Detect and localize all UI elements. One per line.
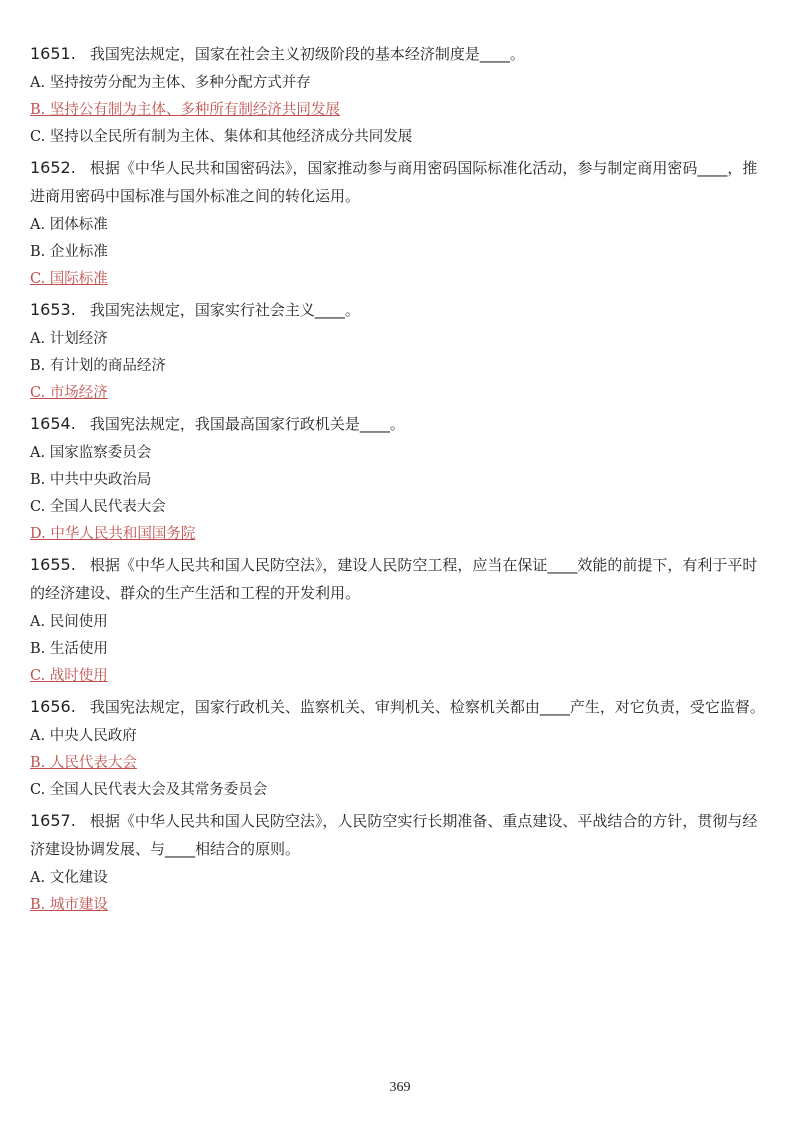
answer-option-correct: C. 市场经济 <box>30 385 108 401</box>
answer-option: A. 中央人民政府 <box>30 728 137 744</box>
question-block <box>30 693 770 800</box>
answer-option: B. 有计划的商品经济 <box>30 358 166 374</box>
question-number: 1655. <box>30 555 76 574</box>
question-list <box>30 40 770 915</box>
question-block <box>30 807 770 915</box>
answer-option: A. 坚持按劳分配为主体、多种分配方式并存 <box>30 75 311 91</box>
question-stem: 根据《中华人民共和国密码法》，国家推动参与商用密码国际标准化活动，参与制定商用密码____，推进商用密码中国标准与国外标准之间的转化运用。 <box>30 159 758 205</box>
question-stem: 根据《中华人民共和国人民防空法》，建设人民防空工程，应当在保证____效能的前提下，有利于平时的经济建设、群众的生产生活和工程的开发利用。 <box>30 556 758 602</box>
answer-option: C. 坚持以全民所有制为主体、集体和其他经济成分共同发展 <box>30 129 413 145</box>
answer-option: A. 民间使用 <box>30 614 108 630</box>
question-stem: 我国宪法规定，我国最高国家行政机关是____。 <box>89 415 405 433</box>
question-stem: 根据《中华人民共和国人民防空法》，人民防空实行长期准备、重点建设、平战结合的方针，贯彻与经济建设协调发展、与____相结合的原则。 <box>30 812 758 858</box>
question-number: 1653. <box>30 300 76 319</box>
answer-option-correct: B. 坚持公有制为主体、多种所有制经济共同发展 <box>30 102 340 118</box>
question-stem: 我国宪法规定，国家在社会主义初级阶段的基本经济制度是____。 <box>89 45 525 63</box>
question-text <box>30 296 770 324</box>
question-text <box>30 551 770 607</box>
question-number: 1651. <box>30 44 76 63</box>
question-text <box>30 410 770 438</box>
answer-option: A. 计划经济 <box>30 331 108 347</box>
question-number: 1654. <box>30 414 76 433</box>
question-text <box>30 40 770 68</box>
answer-option: A. 团体标准 <box>30 217 108 233</box>
answer-option: B. 生活使用 <box>30 641 108 657</box>
answer-option: B. 企业标准 <box>30 244 108 260</box>
answer-option-correct: D. 中华人民共和国国务院 <box>30 526 196 542</box>
answer-option-correct: C. 战时使用 <box>30 668 108 684</box>
page-number: 369 <box>389 1080 411 1095</box>
question-number: 1652. <box>30 158 76 177</box>
answer-option: B. 中共中央政治局 <box>30 472 152 488</box>
answer-option-correct: B. 城市建设 <box>30 897 108 913</box>
question-block <box>30 410 770 544</box>
question-block <box>30 40 770 147</box>
question-text <box>30 154 770 210</box>
question-text <box>30 693 770 721</box>
answer-option: C. 全国人民代表大会及其常务委员会 <box>30 782 268 798</box>
answer-option-correct: B. 人民代表大会 <box>30 755 137 771</box>
answer-option: C. 全国人民代表大会 <box>30 499 166 515</box>
question-number: 1656. <box>30 697 76 716</box>
question-text <box>30 807 770 863</box>
answer-option-correct: C. 国际标准 <box>30 271 108 287</box>
question-stem: 我国宪法规定，国家实行社会主义____。 <box>89 301 360 319</box>
answer-option: A. 文化建设 <box>30 870 108 886</box>
question-block <box>30 154 770 289</box>
question-block <box>30 296 770 403</box>
question-stem: 我国宪法规定，国家行政机关、监察机关、审判机关、检察机关都由____产生，对它负责，受它监督。 <box>89 698 765 716</box>
question-number: 1657. <box>30 811 76 830</box>
question-block <box>30 551 770 686</box>
answer-option: A. 国家监察委员会 <box>30 445 152 461</box>
